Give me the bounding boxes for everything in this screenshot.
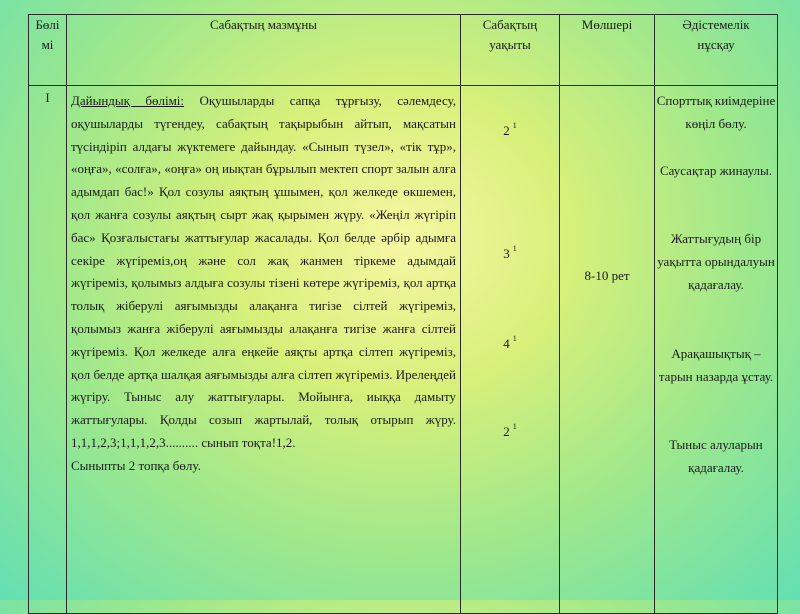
time-item: 2 $^1$ (503, 422, 517, 439)
note-item: Саусақтар жинаулы. (659, 162, 773, 178)
table-row (29, 86, 778, 614)
note-item: Арақашықтық – тарын назарда ұстау. (658, 345, 774, 384)
time-item: 3 $^1$ (503, 244, 517, 261)
time-item: 2 $^1$ (503, 121, 517, 138)
header-section-line2: мі (41, 37, 54, 52)
note-item: Жаттығудың бір уақытта орындалуын қадағалау. (657, 231, 775, 292)
note-item: Спорттық киімдеріне көңіл бөлу. (656, 93, 776, 131)
header-section-line1: Бөлі (35, 17, 60, 32)
content-last-line: Сыныпты 2 топқа бөлу. (71, 457, 201, 473)
content-title: Дайындық бөлімі: (71, 93, 185, 108)
time-item: 4 $^1$ (503, 334, 517, 351)
lesson-times (461, 86, 560, 614)
amount-value: 8-10 рет (584, 268, 630, 283)
header-notes-line2: нұсқау (697, 37, 735, 52)
header-notes (655, 15, 778, 86)
lesson-amount (560, 86, 655, 614)
method-notes (655, 86, 778, 614)
lesson-plan-table (28, 14, 778, 614)
note-item: Тыныс алуларын қадағалау. (669, 437, 763, 476)
header-amount: Мөлшері (560, 15, 655, 86)
header-notes-line1: Әдістемелік (682, 17, 750, 32)
header-time-line2: уақыты (489, 37, 531, 52)
header-time-line1: Сабақтың (482, 17, 538, 32)
content-body: Оқушыларды сапқа тұрғызу, сәлемдесу, оқушыларды түгендеу, сабақтың тақырыбын айтып, мақсатын түсіндіріп алдағы жүктемеге дайындау. «Сынып түзел», «тік тұр», «оңға», «солға», «оңға» оң иықтан бұрылып мектеп спорт залын алға адымдап бас!» Қол созулы аяқтың ұшымен, қол желкеде өкшемен, қол жанға созулы аяқтың сырт жақ қырымен жүру. «Жеңіл жүгіріп бас» Қозғалыстағы жаттығулар жасалады. Қол белде әрбір адымға секіре жүгіреміз,оң және сол жақ жанмен тіркеме адымдай жүгіреміз, қолымыз алдыға созулы тізені көтере жүгіреміз, қол артқа толық жіберулі аяғымызды алақанға тигізе сілтей жүгіреміз, қолымыз жанға жіберулі аяғымызды алақанға тигізе жанға сілтей жүгіреміз. Қол желкеде алға еңкейе аяқты артқа сілтеп жүгіреміз, қол белде артқа шалқая аяғымызды алға сілтеп жүгіреміз. Ирелеңдей жүгіру. Тыныс алу жаттығулары. Мойынға, иыққа дамыту жаттығулары. Қолды созып жартылай, толық отырып жүру. 1,1,1,2,3;1,1,1,2,3.......... сынып тоқта!1,2. (71, 93, 456, 450)
header-section (29, 15, 67, 86)
table-header-row (29, 15, 778, 86)
header-time (461, 15, 560, 86)
lesson-content (67, 86, 461, 614)
section-number: I (29, 86, 67, 614)
header-content: Сабақтың мазмұны (67, 15, 461, 86)
